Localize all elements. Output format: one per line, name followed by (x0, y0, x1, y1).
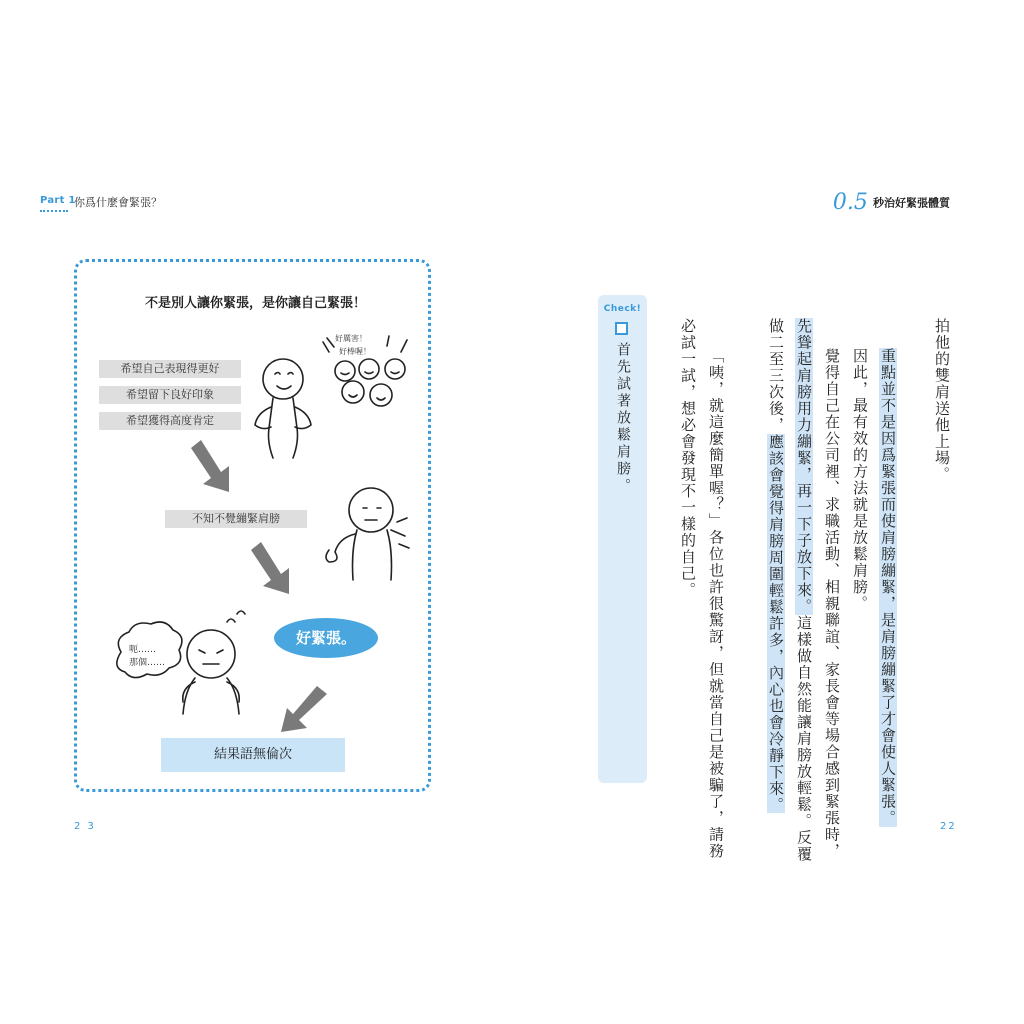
body-column: 必試一試，想必會發現不一樣的自己。 (679, 318, 697, 599)
body-column (878, 348, 898, 827)
page-number-left: 2 3 (74, 821, 96, 832)
body-column: 「咦，就這麼簡單喔？」各位也許很驚訝，但就當自己是被騙了，請務 (707, 348, 725, 860)
part-label: Part 1 (40, 195, 76, 206)
highlight-text: 重點並不是因爲緊張而使肩膀繃緊，是肩膀繃緊了才會使人緊張。 (879, 348, 897, 827)
nervous-bubble: 好緊張。 (274, 618, 378, 658)
body-column: 因此，最有效的方法就是放鬆肩膀。 (851, 348, 869, 612)
book-title-number: 0.5 (832, 190, 868, 215)
stammer-text (129, 644, 165, 670)
part-title: 你爲什麼會緊張？ (74, 196, 162, 209)
arrow-icon (251, 542, 289, 594)
wish-item: 希望自己表現得更好 (99, 360, 241, 378)
illustration-panel (74, 259, 431, 792)
body-column (794, 318, 814, 863)
highlight-text: 應該會覺得肩膀周圍輕鬆許多，內心也會冷靜下來。 (767, 433, 785, 813)
book-title-text: 秒治好緊張體質 (873, 196, 950, 210)
body-text: 這樣做自然能讓肩膀放輕鬆。反覆 (795, 615, 813, 863)
result-box: 結果語無倫次 (161, 738, 345, 772)
check-label: Check! (603, 304, 642, 314)
stammer-line: 那個…… (129, 658, 166, 668)
body-text: 做二至三次後， (767, 318, 785, 434)
wish-item: 希望獲得高度肯定 (99, 412, 241, 430)
praise-line: 好厲害！ (335, 334, 367, 343)
check-text: 首先試著放鬆肩膀。 (615, 342, 631, 495)
stammer-line: 呃…… (129, 645, 157, 655)
highlight-text: 先聳起肩膀用力繃緊，再一下子放下來。 (795, 318, 813, 615)
check-panel (598, 295, 647, 783)
book-title (833, 190, 950, 215)
wish-item: 希望留下良好印象 (99, 386, 241, 404)
arrow-icon (191, 440, 229, 492)
crowd-icon (323, 336, 407, 406)
page-number-right: 22 (940, 821, 957, 832)
body-column (766, 318, 786, 813)
flustered-figure-icon (183, 611, 245, 714)
part-underline (40, 210, 68, 212)
body-column: 拍他的雙肩送他上場。 (933, 318, 951, 483)
tense-figure-icon (326, 488, 409, 580)
confident-figure-icon (255, 359, 311, 458)
illustration-title: 不是別人讓你緊張，是你讓自己緊張！ (144, 296, 366, 311)
body-column: 覺得自己在公司裡、求職活動、相親聯誼、家長會等場合感到緊張時， (823, 348, 841, 860)
praise-line: 好棒喔！ (339, 347, 371, 356)
checkbox[interactable] (615, 322, 628, 335)
arrow-icon (281, 686, 327, 732)
illustration-drawing (77, 262, 434, 795)
shoulder-step-box: 不知不覺繃緊肩膀 (165, 510, 307, 528)
